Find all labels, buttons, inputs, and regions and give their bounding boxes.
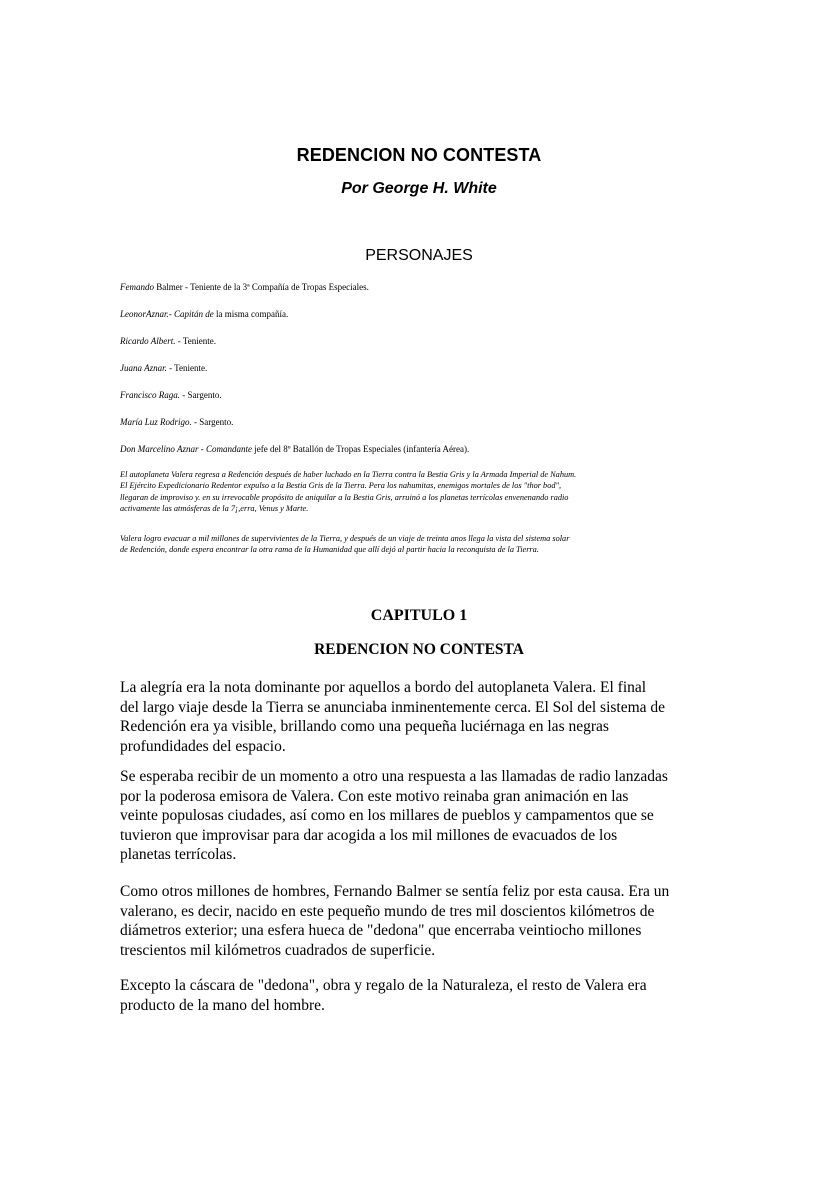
character-role: la misma compañía.	[213, 309, 289, 319]
body-line: profundidades del espacio.	[120, 737, 286, 755]
body-line: Se esperaba recibir de un momento a otro una respuesta a las llamadas de radio lanzadas	[120, 768, 668, 785]
body-paragraph-1	[120, 678, 740, 756]
body-paragraph-2	[120, 767, 740, 865]
character-list	[120, 282, 730, 471]
body-line: veinte populosas ciudades, así como en los millares de pueblos y campamentos que se	[120, 807, 654, 825]
synopsis-line: llegaran de improviso y. en su irrevocable propósito de aniquilar a la Bestia Gris, arruinó a los planetas terrícolas envenenando radio	[120, 492, 569, 502]
character-entry	[120, 417, 730, 444]
character-entry	[120, 444, 730, 471]
body-paragraph-3	[120, 882, 740, 960]
synopsis-line: Valera logro evacuar a mil millones de supervivientes de la Tierra, y después de un viaje de treinta anos llega la vista del sistema solar	[120, 534, 570, 543]
book-author: Por George H. White	[341, 180, 497, 197]
body-line: tuvieron que improvisar para dar acogida a los mil millones de evacuados de los	[120, 826, 618, 844]
synopsis-paragraph-1	[120, 469, 720, 515]
synopsis-line: de Redención, donde espera encontrar la otra rama de la Humanidad que allí dejó al partir hacia la reconquista de la Tierra.	[120, 545, 539, 555]
synopsis-paragraph-2	[120, 533, 720, 556]
character-entry	[120, 390, 730, 417]
character-role: - Sargento.	[180, 390, 222, 400]
character-name: Ricardo Albert.	[120, 336, 176, 346]
character-entry	[120, 363, 730, 390]
character-role: - Sargento.	[191, 417, 234, 427]
body-line: Como otros millones de hombres, Fernando Balmer se sentía feliz por esta causa. Era un	[120, 883, 670, 900]
synopsis-line: El Ejército Expedicionario Redentor expulso a la Bestia Gris de la Tierra. Pera los nahumitas, enemigos mortales de los "thor bod",	[120, 481, 562, 491]
body-line: Excepto la cáscara de "dedona", obra y regalo de la Naturaleza, el resto de Valera era	[120, 977, 647, 994]
synopsis-line: activamente las atmósferas de la 7¡,erra, Venus y Marte.	[120, 504, 309, 514]
body-line: trescientos mil kilómetros cuadrados de superficie.	[120, 941, 436, 959]
chapter-subtitle: REDENCION NO CONTESTA	[314, 641, 524, 658]
character-role: Balmer - Teniente de la 3ª Compañía de Tropas Especiales.	[154, 282, 369, 292]
character-name: LeonorAznar.- Capitán de	[120, 309, 214, 319]
character-name: Francisco Raga.	[120, 390, 180, 400]
character-name: María Luz Rodrigo.	[120, 417, 192, 427]
body-line: del largo viaje desde la Tierra se anunciaba inminentemente cerca. El Sol del sistema de	[120, 698, 666, 716]
character-name: Femando	[120, 282, 154, 292]
body-line: planetas terrícolas.	[120, 846, 237, 864]
body-line: Redención era ya visible, brillando como una pequeña luciérnaga en las negras	[120, 718, 609, 736]
character-role: jefe del 8º Batallón de Tropas Especiales (infantería Aérea).	[252, 444, 470, 454]
chapter-heading: CAPITULO 1	[370, 607, 468, 624]
body-line: valerano, es decir, nacido en este pequeño mundo de tres mil doscientos kilómetros de	[120, 902, 655, 920]
character-name: Don Marcelino Aznar - Comandante	[120, 444, 252, 454]
character-entry	[120, 282, 730, 309]
character-entry	[120, 336, 730, 363]
body-line: La alegría era la nota dominante por aquellos a bordo del autoplaneta Valera. El final	[120, 679, 647, 696]
body-paragraph-4	[120, 976, 740, 1015]
book-title: REDENCION NO CONTESTA	[296, 145, 542, 165]
character-role: - Teniente.	[175, 336, 216, 346]
character-entry	[120, 309, 730, 336]
character-name: Juana Aznar.	[120, 363, 167, 373]
body-line: diámetros exterior; una esfera hueca de "dedona" que encerraba veintiocho millones	[120, 922, 642, 940]
synopsis-line: El autoplaneta Valera regresa a Redención después de haber luchado en la Tierra contra la Bestia Gris y la Armada Imperial de Nahum.	[120, 470, 577, 479]
body-line: por la poderosa emisora de Valera. Con este motivo reinaba gran animación en las	[120, 787, 629, 805]
character-role: - Teniente.	[166, 363, 208, 373]
body-line: producto de la mano del hombre.	[120, 996, 325, 1014]
personajes-heading: PERSONAJES	[365, 247, 473, 264]
